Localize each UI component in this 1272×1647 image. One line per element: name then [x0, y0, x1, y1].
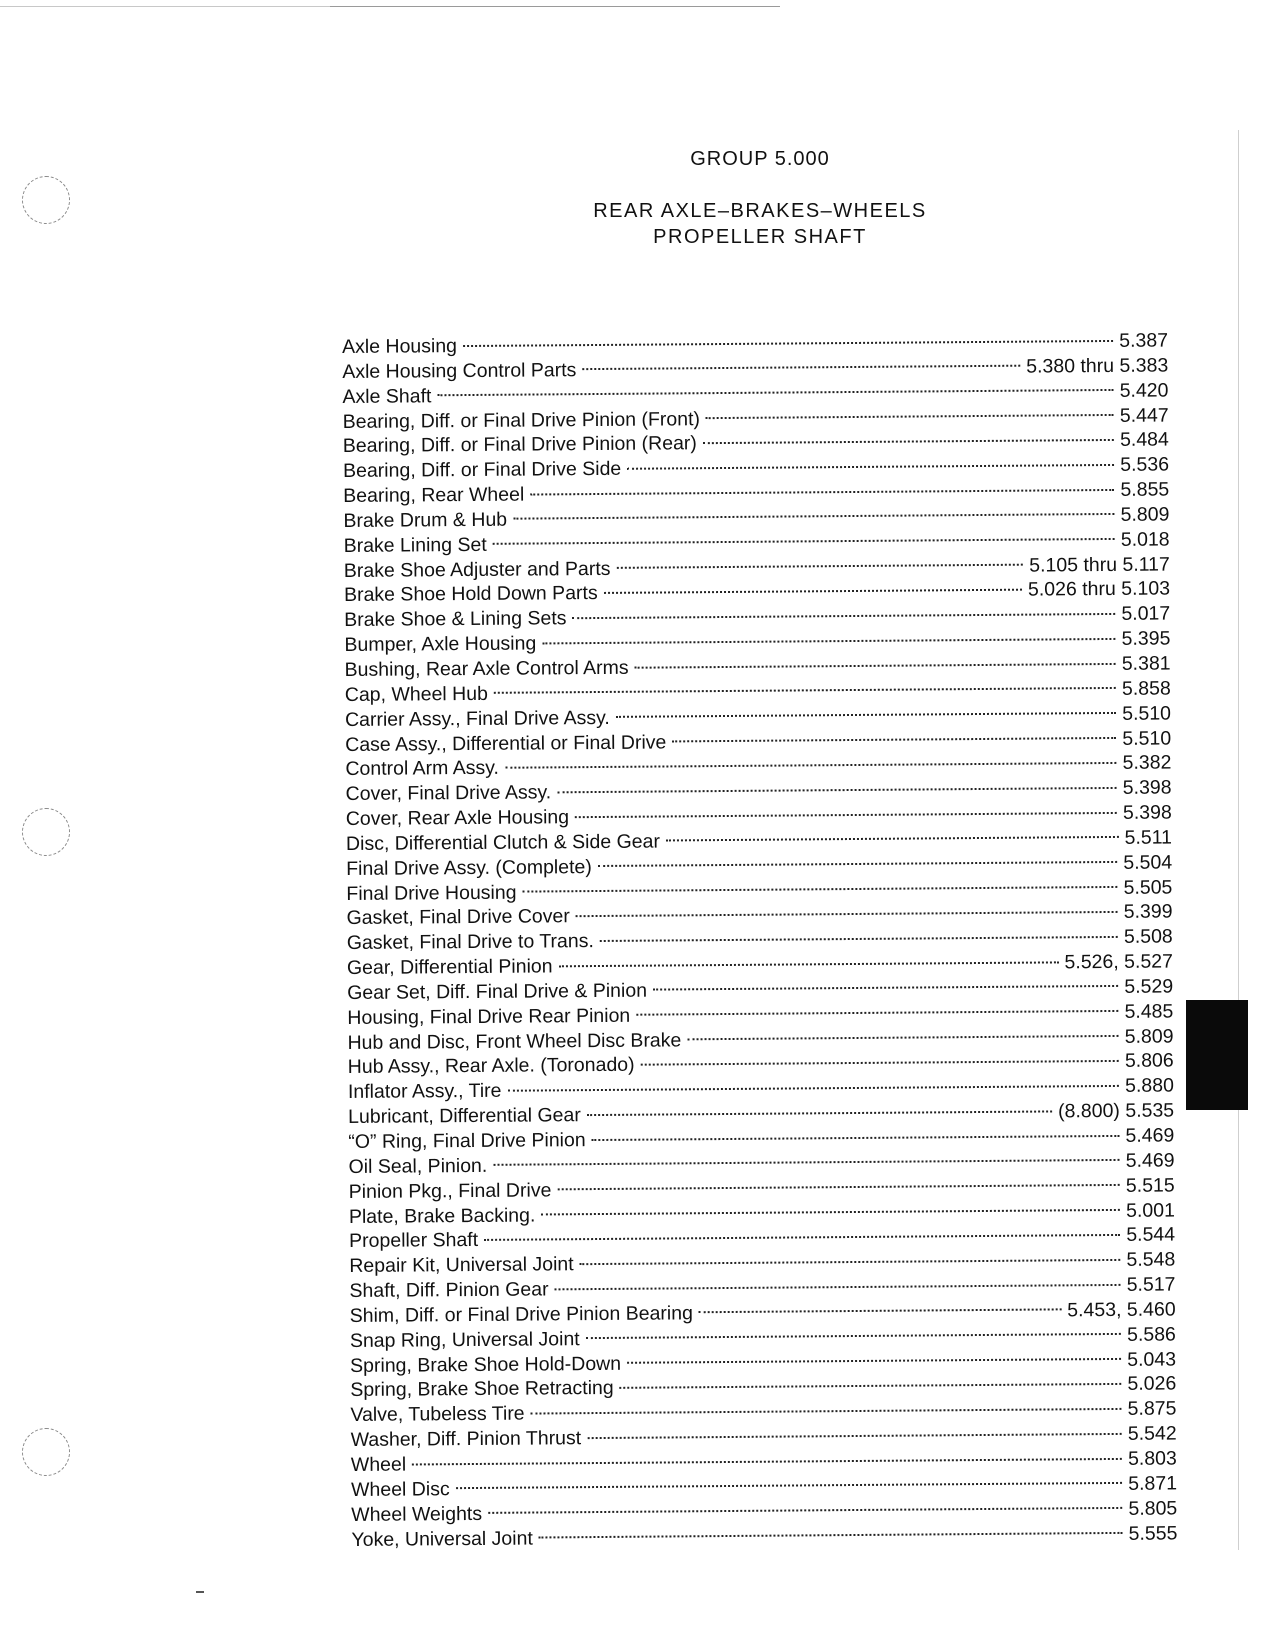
entry-label: Wheel: [350, 1453, 407, 1476]
dot-leader: [600, 921, 1118, 942]
entry-page-ref: 5.858: [1121, 677, 1171, 700]
dot-leader: [484, 1219, 1120, 1241]
entry-label: Final Drive Housing: [346, 881, 517, 905]
entry-page-ref: 5.536: [1120, 453, 1170, 477]
right-edge-mark: [1238, 130, 1239, 1550]
entry-label: Washer, Diff. Pinion Thrust: [350, 1427, 582, 1452]
dot-leader: [634, 648, 1115, 668]
dot-leader: [699, 1294, 1061, 1313]
entry-page-ref: 5.871: [1128, 1472, 1178, 1495]
index-entry: [351, 1522, 1177, 1553]
entry-label: Repair Kit, Universal Joint: [349, 1253, 574, 1278]
entry-label: Shaft, Diff. Pinion Gear: [349, 1278, 549, 1303]
entry-page-ref: 5.805: [1128, 1497, 1178, 1520]
entry-label: Hub Assy., Rear Axle. (Toronado): [347, 1054, 635, 1079]
entry-page-ref: 5.395: [1121, 627, 1171, 651]
entry-page-ref: 5.469: [1125, 1149, 1175, 1172]
entry-label: Axle Housing Control Parts: [342, 359, 577, 383]
entry-label: Lubricant, Differential Gear: [348, 1104, 581, 1129]
entry-label: Brake Lining Set: [343, 533, 487, 557]
entry-label: Gasket, Final Drive Cover: [346, 905, 570, 930]
entry-label: Final Drive Assy. (Complete): [346, 855, 592, 880]
entry-page-ref: 5.548: [1126, 1248, 1176, 1272]
dot-leader: [616, 698, 1117, 719]
entry-page-ref: 5.875: [1127, 1397, 1177, 1421]
stray-mark: [196, 1591, 204, 1593]
entry-label: Plate, Brake Backing.: [348, 1204, 536, 1228]
entry-page-ref: 5.453, 5.460: [1067, 1298, 1176, 1322]
entry-page-ref: 5.880: [1125, 1074, 1175, 1098]
entry-page-ref: 5.382: [1122, 751, 1172, 775]
dot-leader: [706, 399, 1114, 419]
entry-page-ref: 5.399: [1123, 900, 1173, 924]
entry-label: Bearing, Diff. or Final Drive Pinion (Front): [342, 407, 701, 433]
dot-leader: [640, 1045, 1118, 1065]
entry-label: Propeller Shaft: [349, 1229, 479, 1253]
entry-page-ref: 5.809: [1124, 1025, 1174, 1048]
dot-leader: [507, 1070, 1119, 1091]
dot-leader: [541, 1194, 1120, 1215]
entry-page-ref: 5.447: [1119, 404, 1169, 427]
entry-label: Bushing, Rear Axle Control Arms: [344, 656, 629, 681]
entry-page-ref: 5.803: [1127, 1447, 1177, 1470]
dot-leader: [672, 722, 1116, 742]
entry-page-ref: 5.504: [1123, 851, 1173, 874]
entry-page-ref: 5.510: [1122, 727, 1172, 750]
group-title: GROUP 5.000: [690, 148, 830, 170]
dot-leader: [493, 524, 1115, 546]
dot-leader: [687, 1020, 1119, 1040]
parts-index-list: [342, 330, 1178, 1554]
entry-page-ref: 5.380 thru 5.383: [1026, 354, 1169, 378]
punch-hole: [22, 808, 70, 856]
entry-label: Gear Set, Diff. Final Drive & Pinion: [347, 979, 648, 1004]
entry-page-ref: 5.508: [1123, 925, 1173, 949]
dot-leader: [558, 946, 1058, 967]
entry-label: Pinion Pkg., Final Drive: [348, 1179, 552, 1203]
entry-label: Disc, Differential Clutch & Side Gear: [345, 830, 661, 855]
entry-label: Yoke, Universal Joint: [351, 1527, 533, 1551]
entry-page-ref: 5.511: [1124, 826, 1173, 849]
entry-label: Gear, Differential Pinion: [346, 955, 553, 980]
entry-label: Bearing, Diff. or Final Drive Side: [342, 458, 622, 483]
entry-label: Valve, Tubeless Tire: [350, 1402, 525, 1427]
dot-leader: [530, 1393, 1121, 1414]
dot-leader: [463, 325, 1113, 347]
dot-leader: [587, 1418, 1122, 1439]
entry-label: Spring, Brake Shoe Retracting: [350, 1377, 614, 1402]
dot-leader: [493, 1145, 1120, 1167]
dot-leader: [586, 1319, 1122, 1340]
entry-page-ref: 5.026: [1127, 1372, 1177, 1396]
entry-page-ref: 5.526, 5.527: [1064, 950, 1174, 974]
entry-label: Cover, Rear Axle Housing: [345, 806, 570, 831]
entry-label: Housing, Final Drive Rear Pinion: [347, 1004, 631, 1029]
entry-page-ref: 5.420: [1119, 379, 1169, 402]
entry-page-ref: 5.398: [1122, 801, 1172, 824]
entry-label: Hub and Disc, Front Wheel Disc Brake: [347, 1028, 682, 1054]
entry-page-ref: 5.043: [1127, 1348, 1177, 1371]
entry-page-ref: 5.515: [1125, 1174, 1175, 1197]
dot-leader: [587, 1096, 1052, 1116]
entry-label: Wheel Weights: [351, 1502, 483, 1526]
entry-page-ref: 5.555: [1128, 1521, 1178, 1545]
entry-page-ref: 5.806: [1124, 1049, 1174, 1073]
punch-hole: [22, 176, 70, 224]
entry-label: Axle Housing: [342, 335, 458, 358]
entry-label: Brake Shoe Hold Down Parts: [343, 582, 598, 607]
section-title-line-2: PROPELLER SHAFT: [653, 226, 867, 248]
dot-leader: [522, 871, 1117, 892]
entry-page-ref: 5.469: [1125, 1124, 1175, 1147]
dot-leader: [592, 1120, 1120, 1141]
dot-leader: [488, 1492, 1123, 1514]
entry-page-ref: 5.517: [1126, 1273, 1176, 1296]
entry-page-ref: 5.505: [1123, 876, 1173, 899]
entry-label: “O” Ring, Final Drive Pinion: [348, 1129, 586, 1153]
dot-leader: [653, 971, 1118, 991]
top-rule: [330, 6, 780, 7]
entry-page-ref: 5.809: [1120, 503, 1170, 526]
dot-leader: [557, 772, 1117, 793]
dot-leader: [557, 1170, 1120, 1191]
entry-label: Carrier Assy., Final Drive Assy.: [344, 706, 610, 731]
entry-page-ref: 5.586: [1126, 1323, 1176, 1346]
entry-page-ref: 5.381: [1121, 652, 1171, 675]
dot-leader: [513, 499, 1115, 520]
dot-leader: [494, 673, 1116, 695]
entry-page-ref: 5.510: [1122, 702, 1172, 725]
entry-page-ref: 5.529: [1124, 975, 1174, 998]
entry-page-ref: 5.542: [1127, 1422, 1177, 1445]
punch-hole: [22, 1428, 70, 1476]
entry-page-ref: 5.105 thru 5.117: [1029, 553, 1170, 577]
entry-label: Shim, Diff. or Final Drive Pinion Bearing: [349, 1302, 693, 1327]
entry-page-ref: 5.485: [1124, 1000, 1174, 1023]
entry-label: Bearing, Rear Wheel: [343, 483, 525, 508]
dot-leader: [616, 549, 1023, 569]
dot-leader: [575, 797, 1117, 818]
dot-leader: [539, 1517, 1123, 1538]
entry-page-ref: 5.855: [1120, 478, 1170, 501]
entry-label: Cover, Final Drive Assy.: [345, 781, 552, 806]
entry-page-ref: 5.026 thru 5.103: [1027, 577, 1171, 602]
dot-leader: [505, 747, 1117, 768]
dot-leader: [666, 822, 1119, 842]
dot-leader: [576, 896, 1118, 917]
entry-label: Gasket, Final Drive to Trans.: [346, 930, 594, 955]
entry-label: Cap, Wheel Hub: [344, 682, 488, 706]
entry-page-ref: 5.398: [1122, 776, 1172, 800]
dot-leader: [554, 1269, 1120, 1290]
entry-label: Brake Shoe Adjuster and Parts: [343, 557, 611, 582]
dot-leader: [530, 474, 1114, 495]
dot-leader: [636, 996, 1118, 1016]
dot-leader: [627, 1343, 1121, 1364]
dot-leader: [572, 598, 1115, 619]
dot-leader: [582, 350, 1020, 370]
entry-page-ref: 5.001: [1125, 1199, 1175, 1222]
section-title-line-1: REAR AXLE–BRAKES–WHEELS: [593, 200, 927, 222]
dot-leader: [580, 1244, 1121, 1265]
section-title: [560, 198, 960, 250]
entry-label: Bumper, Axle Housing: [344, 632, 537, 657]
entry-label: Bearing, Diff. or Final Drive Pinion (Rear): [342, 432, 697, 458]
entry-label: Inflator Assy., Tire: [347, 1080, 502, 1104]
entry-page-ref: 5.017: [1121, 602, 1171, 626]
dot-leader: [598, 847, 1118, 868]
entry-label: Spring, Brake Shoe Hold-Down: [349, 1352, 622, 1377]
entry-label: Brake Shoe & Lining Sets: [344, 607, 567, 632]
entry-page-ref: 5.387: [1119, 329, 1169, 352]
entry-label: Axle Shaft: [342, 384, 432, 408]
entry-label: Brake Drum & Hub: [343, 508, 508, 532]
dot-leader: [627, 449, 1114, 469]
entry-page-ref: (8.800) 5.535: [1058, 1099, 1175, 1123]
dot-leader: [703, 424, 1114, 444]
entry-label: Control Arm Assy.: [345, 757, 500, 781]
entry-label: Case Assy., Differential or Final Drive: [345, 730, 667, 756]
entry-label: Oil Seal, Pinion.: [348, 1154, 488, 1178]
entry-label: Snap Ring, Universal Joint: [349, 1327, 580, 1352]
entry-label: Wheel Disc: [350, 1478, 450, 1501]
section-tab-marker: [1186, 1000, 1248, 1110]
entry-page-ref: 5.544: [1126, 1223, 1176, 1247]
dot-leader: [542, 623, 1115, 644]
entry-page-ref: 5.484: [1119, 428, 1169, 452]
dot-leader: [620, 1368, 1122, 1389]
entry-page-ref: 5.018: [1120, 528, 1170, 551]
top-rule: [0, 6, 330, 7]
dot-leader: [604, 574, 1022, 594]
